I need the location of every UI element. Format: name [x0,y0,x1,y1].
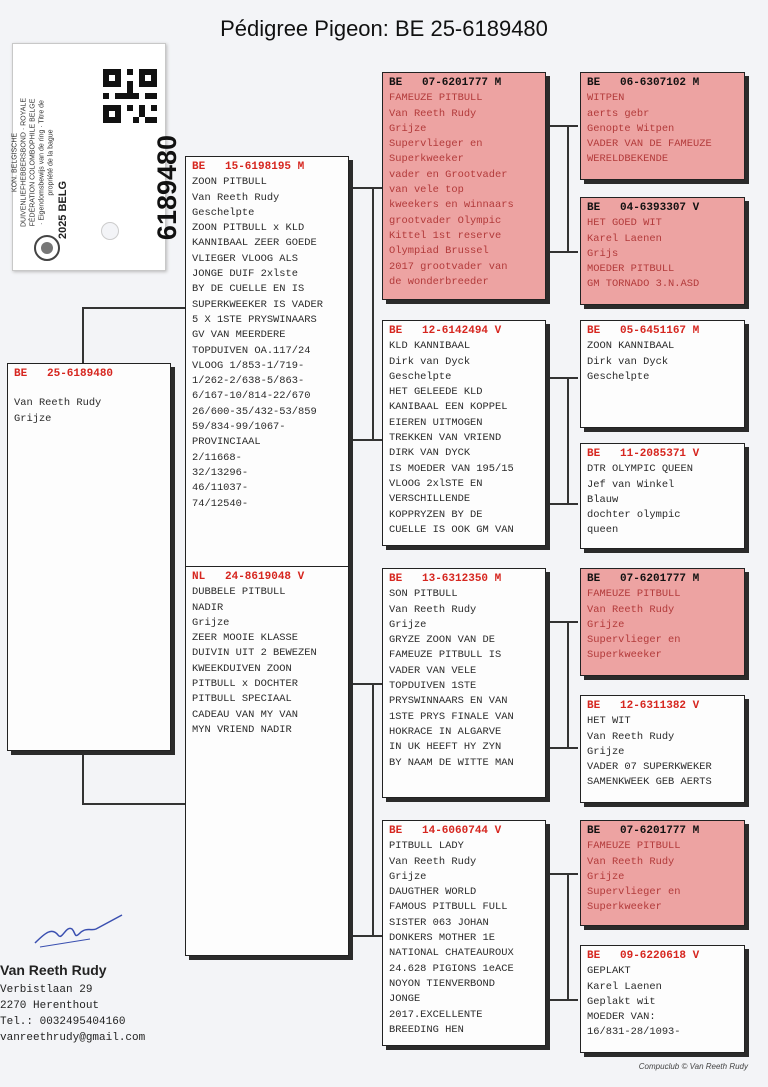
detail-line: 16/831-28/1093- [587,1026,681,1039]
detail-line: BY DE CUELLE EN IS [192,283,305,296]
detail-line: JONGE DUIF 2xlste [192,268,299,281]
detail-line: FAMEUZE PITBULL [587,840,681,853]
detail-line: Geplakt wit [587,995,656,1008]
detail-line: Blauw [587,493,619,506]
detail-line: 5 X 1STE PRYSWINAARS [192,313,317,326]
detail-line: DIRK VAN DYCK [389,447,471,460]
detail-line: SISTER 063 JOHAN [389,916,489,929]
detail-line: KWEEKDUIVEN ZOON [192,662,292,675]
detail-line: MYN VRIEND NADIR [192,723,292,736]
detail-line: Superkweeker [587,649,662,662]
pedigree-grandparent-box [382,568,546,798]
detail-line: 24.628 PIGIONS 1eACE [389,962,514,975]
ring-number: 6189480 [152,134,183,241]
pigeon-details [389,339,539,538]
detail-line: GM TORNADO 3.N.ASD [587,278,700,291]
detail-line: KOPPRYZEN BY DE [389,508,483,521]
ring-number-header: BE 14-6060744 V [389,825,502,837]
detail-line: grootvader Olympic [389,214,502,227]
detail-line: Grijze [192,616,230,629]
pedigree-grandparent-box [382,320,546,546]
detail-line: Geschelpte [389,370,452,383]
ring-number-header: NL 24-8619048 V [192,571,305,583]
owner-phone: Tel.: 0032495404160 [0,1016,126,1028]
ring-number-header: BE 11-2085371 V [587,448,700,460]
detail-line: NATIONAL CHATEAUROUX [389,947,514,960]
detail-line: IN UK HEEFT HY ZYN [389,741,502,754]
ring-number-header: BE 07-6201777 M [587,573,700,585]
pigeon-details [389,587,539,771]
detail-line: ZOON KANNIBAAL [587,340,675,353]
pedigree-great-grandparent-box [580,820,745,926]
connector-line [545,377,578,379]
connector-line [567,377,569,505]
detail-line: FAMEUZE PITBULL [587,588,681,601]
detail-line: Grijs [587,247,619,260]
detail-line: NADIR [192,601,224,614]
detail-line: PRYSWINNAARS EN VAN [389,695,508,708]
detail-line: DTR OLYMPIC QUEEN [587,463,694,476]
connector-line [347,439,382,441]
pigeon-details [389,839,539,1038]
connector-line [82,307,84,365]
pedigree-subject-box [7,363,171,751]
detail-line: VADER VAN DE FAMEUZE [587,138,712,151]
detail-line: GRYZE ZOON VAN DE [389,634,496,647]
detail-line: NOYON TIENVERBOND [389,977,496,990]
qr-code-icon [103,69,157,123]
ring-number-header: BE 25-6189480 [14,368,114,380]
owner-street: Verbistlaan 29 [0,984,93,996]
connector-line [372,187,374,441]
pigeon-details [587,714,738,790]
connector-line [545,999,578,1001]
connector-line [567,621,569,749]
pedigree-great-grandparent-box [580,568,745,676]
detail-line: KANNIBAAL ZEER GOEDE [192,237,317,250]
detail-line: ZOON PITBULL [192,176,267,189]
detail-line: Van Reeth Rudy [389,603,477,616]
pedigree-great-grandparent-box [580,443,745,549]
detail-line: 6/167-10/814-22/670 [192,390,311,403]
detail-line: VERSCHILLENDE [389,493,471,506]
pigeon-details [587,964,738,1040]
ring-year-country: 2025 BELG [57,180,70,240]
detail-line: CUELLE IS OOK GM VAN [389,523,514,536]
detail-line: Van Reeth Rudy [14,397,102,410]
detail-line: 74/12540- [192,497,249,510]
ring-number-header: BE 04-6393307 V [587,202,700,214]
detail-line: 32/13296- [192,466,249,479]
detail-line: Dirk van Dyck [389,355,471,368]
detail-line: 59/834-99/1067- [192,421,286,434]
detail-line: Grijze [389,618,427,631]
detail-line: BY NAAM DE WITTE MAN [389,756,514,769]
detail-line: SON PITBULL [389,588,458,601]
pigeon-details [389,91,539,290]
detail-line: DUBBELE PITBULL [192,586,286,599]
detail-line: TREKKEN VAN VRIEND [389,432,502,445]
detail-line: VADER VAN VELE [389,664,477,677]
detail-line: Grijze [587,618,625,631]
pedigree-great-grandparent-box [580,945,745,1053]
detail-line: HET GELEEDE KLD [389,386,483,399]
detail-line: KLD KANNIBAAL [389,340,471,353]
connector-line [372,683,374,937]
detail-line: VLOOG 2xlSTE EN [389,477,483,490]
signature-icon [30,905,130,955]
detail-line: HET WIT [587,715,631,728]
detail-line: DUIVIN UIT 2 BEWEZEN [192,647,317,660]
detail-line: van vele top [389,184,464,197]
detail-line: GEPLAKT [587,965,631,978]
detail-line: DONKERS MOTHER 1E [389,932,496,945]
pedigree-grandparent-box [382,72,546,300]
detail-line: PROVINCIAAL [192,436,261,449]
pedigree-great-grandparent-box [580,72,745,180]
ring-card-text: KON. BELGISCHE DUIVENLIEFHEBBERSBOND · ROYALE FÉDÉRATION COLOMBOPHILE BELGE · Eigendomsbewijs van de ring · Titre de propriété de la bague [11,98,55,228]
detail-line: Dirk van Dyck [587,355,669,368]
detail-line: SAMENKWEEK GEB AERTS [587,776,712,789]
detail-line: 2017.EXCELLENTE [389,1008,483,1021]
owner-name: Van Reeth Rudy [0,962,107,978]
ring-number-header: BE 13-6312350 M [389,573,502,585]
detail-line: Geschelpte [192,206,255,219]
pigeon-details [587,587,738,663]
ring-number-header: BE 15-6198195 M [192,161,305,173]
detail-line: EIEREN UITMOGEN [389,416,483,429]
ring-number-header: BE 07-6201777 M [587,825,700,837]
detail-line: 2017 grootvader van [389,260,508,273]
detail-line: Supervlieger en [587,886,681,899]
connector-line [545,125,578,127]
detail-line: SUPERKWEEKER IS VADER [192,298,323,311]
detail-line: HOKRACE IN ALGARVE [389,725,502,738]
detail-line: PITBULL x DOCHTER [192,678,299,691]
connector-line [82,750,84,804]
detail-line: Grijze [587,745,625,758]
ring-number-header: BE 07-6201777 M [389,77,502,89]
pigeon-details [14,396,164,427]
detail-line: Van Reeth Rudy [389,107,477,120]
detail-line: Grijze [14,412,52,425]
detail-line: BREEDING HEN [389,1023,464,1036]
detail-line: FAMOUS PITBULL FULL [389,901,508,914]
detail-line: 26/600-35/432-53/859 [192,405,317,418]
owner-address-block [0,962,145,1046]
detail-line: KANIBAAL EEN KOPPEL [389,401,508,414]
detail-line: MOEDER VAN: [587,1011,656,1024]
detail-line: kweekers en winnaars [389,199,514,212]
detail-line: Grijze [389,122,427,135]
ring-punch-hole [101,222,119,240]
ring-ownership-card [11,43,183,271]
detail-line: JONGE [389,993,421,1006]
detail-line: Van Reeth Rudy [587,855,675,868]
connector-line [545,251,578,253]
detail-line: 1STE PRYS FINALE VAN [389,710,514,723]
detail-line: Geschelpte [587,370,650,383]
detail-line: Olympiad Brussel [389,245,489,258]
detail-line: VLOOG 1/853-1/719- [192,359,305,372]
connector-line [82,803,185,805]
connector-line [567,873,569,1001]
pedigree-parent-box [185,156,349,568]
detail-line: WERELDBEKENDE [587,153,669,166]
detail-line: Genopte Witpen [587,122,675,135]
detail-line: Karel Laenen [587,980,662,993]
detail-line: FAMEUZE PITBULL IS [389,649,502,662]
detail-line: de wonderbreeder [389,275,489,288]
detail-line: Kittel 1st reserve [389,229,502,242]
connector-line [347,187,382,189]
detail-line: GV VAN MEERDERE [192,329,286,342]
detail-line: Van Reeth Rudy [389,855,477,868]
detail-line: vader en Grootvader [389,168,508,181]
ring-number-header: BE 09-6220618 V [587,950,700,962]
detail-line: Karel Laenen [587,232,662,245]
pedigree-grandparent-box [382,820,546,1046]
detail-line: DAUGTHER WORLD [389,886,477,899]
detail-line: aerts gebr [587,107,650,120]
detail-line: HET GOED WIT [587,217,662,230]
detail-line: Superkweeker [587,901,662,914]
detail-line: Van Reeth Rudy [587,730,675,743]
ring-number-header: BE 06-6307102 M [587,77,700,89]
detail-line: CADEAU VAN MY VAN [192,708,299,721]
connector-line [347,935,382,937]
owner-email[interactable]: vanreethrudy@gmail.com [0,1032,146,1044]
detail-line: Jef van Winkel [587,478,675,491]
detail-line: Superkweeker [389,153,464,166]
detail-line: 2/11668- [192,451,242,464]
connector-line [545,621,578,623]
detail-line: Supervlieger en [389,138,483,151]
pigeon-details [587,839,738,915]
ring-number-header: BE 05-6451167 M [587,325,700,337]
connector-line [347,683,382,685]
owner-city: 2270 Herenthout [0,1000,100,1012]
detail-line: VADER 07 SUPERKWEKER [587,761,712,774]
detail-line: Grijze [587,870,625,883]
detail-line: FAMEUZE PITBULL [389,92,483,105]
pedigree-great-grandparent-box [580,320,745,428]
detail-line: PITBULL LADY [389,840,464,853]
detail-line: 1/262-2/638-5/863- [192,375,305,388]
connector-line [545,873,578,875]
pedigree-parent-box [185,566,349,956]
ring-number-header: BE 12-6142494 V [389,325,502,337]
footer-credit: Compuclub © Van Reeth Rudy [638,1062,748,1071]
pedigree-great-grandparent-box [580,695,745,803]
connector-line [82,307,185,309]
detail-line: IS MOEDER VAN 195/15 [389,462,514,475]
pigeon-details [192,585,342,738]
detail-line: Van Reeth Rudy [587,603,675,616]
detail-line: MOEDER PITBULL [587,263,675,276]
pigeon-details [587,339,738,385]
federation-seal-icon [33,234,61,262]
detail-line: 46/11037- [192,482,249,495]
detail-line: queen [587,524,619,537]
detail-line: Van Reeth Rudy [192,191,280,204]
pigeon-details [587,216,738,292]
pedigree-great-grandparent-box [580,197,745,305]
detail-line: dochter olympic [587,509,681,522]
detail-line: PITBULL SPECIAAL [192,693,292,706]
detail-line: TOPDUIVEN 1STE [389,680,477,693]
detail-line: ZOON PITBULL x KLD [192,222,305,235]
detail-line: ZEER MOOIE KLASSE [192,632,299,645]
page-title: Pédigree Pigeon: BE 25-6189480 [220,16,548,41]
detail-line: TOPDUIVEN OA.117/24 [192,344,311,357]
detail-line: Grijze [389,870,427,883]
pigeon-details [192,175,342,512]
detail-line: VLIEGER VLOOG ALS [192,252,299,265]
ring-number-header: BE 12-6311382 V [587,700,700,712]
connector-line [545,503,578,505]
pigeon-details [587,462,738,538]
detail-line: WITPEN [587,92,625,105]
pigeon-details [587,91,738,167]
detail-line: Supervlieger en [587,634,681,647]
connector-line [567,125,569,253]
connector-line [545,747,578,749]
